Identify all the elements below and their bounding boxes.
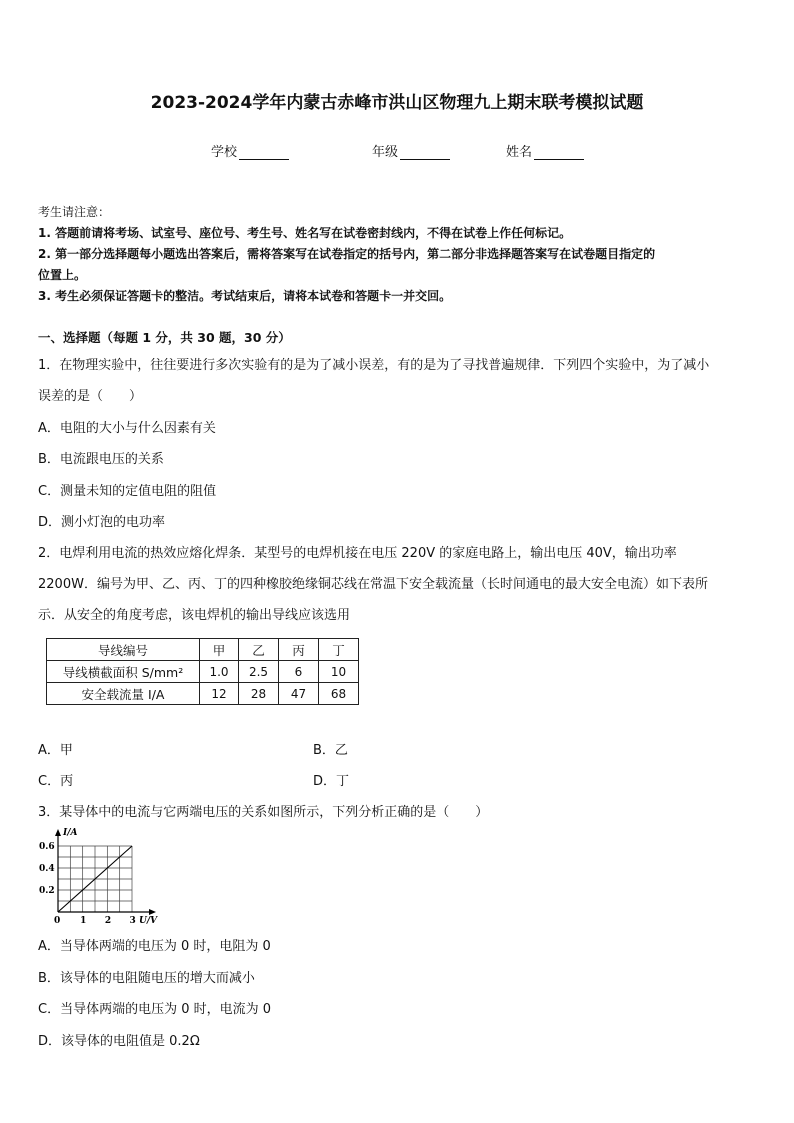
y-tick-label: 0.4: [39, 864, 55, 874]
q3-stem: 3．某导体中的电流与它两端电压的关系如图所示，下列分析正确的是（ ）: [38, 805, 489, 820]
table-cell: 2.5: [239, 661, 279, 683]
grade-blank[interactable]: [400, 147, 450, 160]
q2-option-a[interactable]: A．甲: [38, 743, 73, 758]
chart-labels: [39, 828, 158, 926]
table-cell: 安全载流量 I/A: [47, 683, 200, 705]
table-cell: 68: [319, 683, 359, 705]
table-cell: 导线编号: [47, 639, 200, 661]
table-row: [47, 661, 359, 683]
table-cell: 甲: [200, 639, 239, 661]
table-row: [47, 683, 359, 705]
q2-option-d[interactable]: D．丁: [313, 774, 350, 789]
q1-option-c[interactable]: C．测量未知的定值电阻的阻值: [38, 484, 217, 499]
q3-option-a[interactable]: A．当导体两端的电压为 0 时，电阻为 0: [38, 939, 271, 954]
q2-stem-cont: 2200W．编号为甲、乙、丙、丁的四种橡胶绝缘铜芯线在常温下安全载流量（长时间通电的最大安全电流）如下表所: [38, 577, 708, 592]
q1-option-b[interactable]: B．电流跟电压的关系: [38, 452, 164, 467]
y-axis-arrow: [55, 829, 61, 836]
q3-option-b[interactable]: B．该导体的电阻随电压的增大而减小: [38, 971, 255, 986]
y-tick-label: 0.2: [39, 886, 55, 896]
table-cell: 丙: [279, 639, 319, 661]
notice-item: 位置上。: [38, 268, 87, 282]
table-cell: 导线横截面积 S/mm²: [47, 661, 200, 683]
table-cell: 6: [279, 661, 319, 683]
notice-item: 3. 考生必须保证答题卡的整洁。考试结束后，请将本试卷和答题卡一并交回。: [38, 289, 452, 303]
table-cell: 10: [319, 661, 359, 683]
page-title: 2023-2024学年内蒙古赤峰市洪山区物理九上期末联考模拟试题: [150, 93, 644, 113]
x-tick-label: 0: [54, 916, 61, 926]
grade-field: [372, 141, 450, 160]
grade-label: 年级: [372, 145, 399, 160]
table-cell: 28: [239, 683, 279, 705]
x-tick-label: 3: [129, 916, 136, 926]
school-field: [211, 141, 289, 160]
q1-option-a[interactable]: A．电阻的大小与什么因素有关: [38, 421, 216, 436]
y-axis-label: I/A: [63, 828, 78, 838]
table-cell: 丁: [319, 639, 359, 661]
school-label: 学校: [211, 145, 238, 160]
notice-item: 2. 第一部分选择题每小题选出答案后，需将答案写在试卷指定的括号内，第二部分非选择题答案写在试卷题目指定的: [38, 247, 656, 261]
name-blank[interactable]: [534, 147, 584, 160]
q2-option-c[interactable]: C．丙: [38, 774, 74, 789]
q1-stem-cont: 误差的是（ ）: [38, 389, 143, 404]
table-cell: 1.0: [200, 661, 239, 683]
q3-option-c[interactable]: C．当导体两端的电压为 0 时，电流为 0: [38, 1002, 272, 1017]
name-label: 姓名: [506, 145, 533, 160]
table-cell: 乙: [239, 639, 279, 661]
q2-stem-cont: 示．从安全的角度考虑，该电焊机的输出导线应该选用: [38, 608, 351, 623]
q1-option-d[interactable]: D．测小灯泡的电功率: [38, 515, 166, 530]
q3-option-d[interactable]: D．该导体的电阻值是 0.2Ω: [38, 1034, 200, 1049]
name-field: [506, 141, 584, 160]
table-cell: 12: [200, 683, 239, 705]
wire-table: [46, 638, 359, 705]
section-heading: 一、选择题（每题 1 分，共 30 题，30 分）: [38, 330, 291, 345]
x-tick-label: 1: [80, 916, 87, 926]
table-header-row: [47, 639, 359, 661]
school-blank[interactable]: [239, 147, 289, 160]
x-axis-label: U/V: [139, 916, 158, 926]
iu-chart: [38, 826, 168, 926]
x-axis-arrow: [149, 909, 156, 915]
x-tick-label: 2: [104, 916, 112, 926]
y-tick-label: 0.6: [39, 842, 55, 852]
q2-option-b[interactable]: B．乙: [313, 743, 348, 758]
notice-heading: 考生请注意：: [38, 205, 111, 219]
notice-item: 1. 答题前请将考场、试室号、座位号、考生号、姓名写在试卷密封线内，不得在试卷上作任何标记。: [38, 226, 572, 240]
table-cell: 47: [279, 683, 319, 705]
q2-stem: 2．电焊利用电流的热效应熔化焊条．某型号的电焊机接在电压 220V 的家庭电路上，输出电压 40V，输出功率: [38, 546, 677, 561]
q1-stem: 1．在物理实验中，往往要进行多次实验有的是为了减小误差，有的是为了寻找普遍规律．下列四个实验中，为了减小: [38, 358, 710, 373]
